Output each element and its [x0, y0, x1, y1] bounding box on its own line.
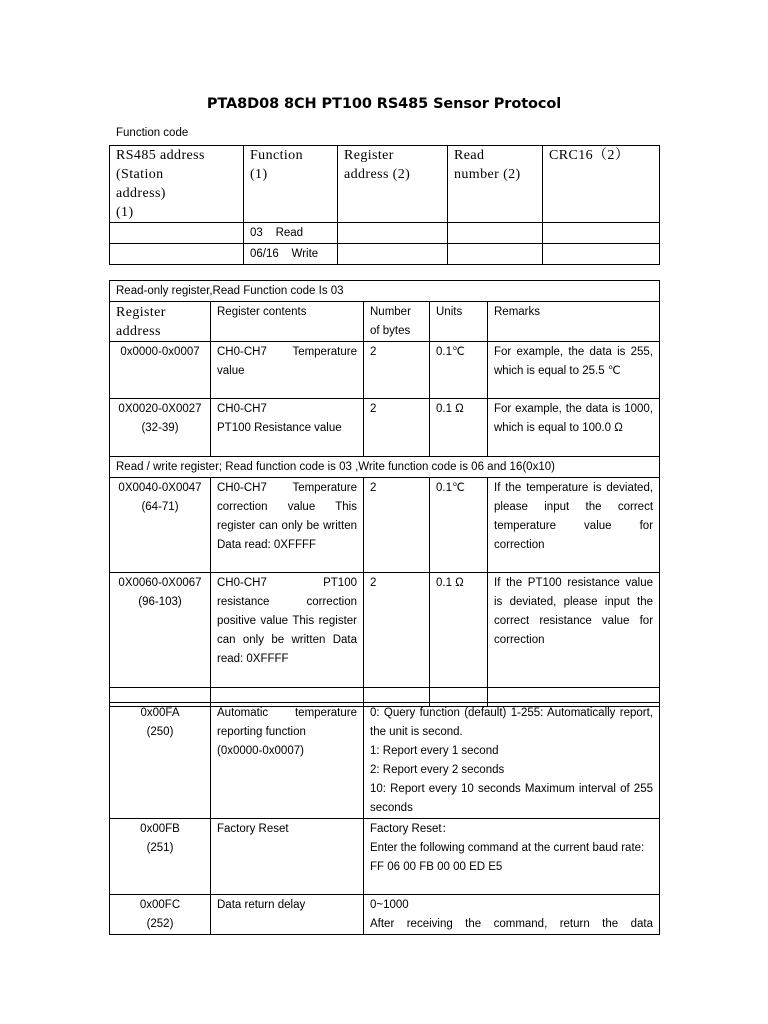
- function-write-cell: 06/16 Write: [250, 248, 319, 260]
- header-line: Register: [344, 148, 394, 163]
- register-address-decimal: (96-103): [138, 596, 182, 608]
- table-row: [110, 399, 660, 457]
- description-line: Factory Reset：: [370, 823, 454, 835]
- register-name-line: Data return delay: [217, 899, 306, 911]
- header-line: number (2): [454, 167, 521, 182]
- header-line: (Station: [116, 167, 164, 182]
- register-address: 0X0040-0X0047: [118, 482, 202, 494]
- register-address-decimal: (250): [146, 726, 174, 738]
- description-line: FF 06 00 FB 00 00 ED E5: [370, 861, 503, 873]
- units: 0.1 Ω: [436, 403, 464, 415]
- register-table: [109, 280, 660, 707]
- register-name-line: (0x0000-0x0007): [217, 745, 304, 757]
- header-register-contents: [211, 302, 364, 342]
- header-register-address: [110, 302, 211, 342]
- section-read-only: [110, 281, 660, 302]
- remarks: For example, the data is 255, which is equal to 25.5 ℃: [494, 346, 654, 377]
- number-of-bytes: 2: [370, 346, 377, 358]
- register-contents: CH0-CH7 Temperature correction value This register can only be written Data read: 0XFFFF: [217, 482, 357, 551]
- table-row: [110, 342, 660, 399]
- register-address: 0x00FB: [140, 823, 180, 835]
- number-of-bytes: 2: [370, 577, 377, 589]
- description-line: After receiving the command, return the data: [370, 918, 653, 930]
- remarks: For example, the data is 1000, which is equal to 100.0 Ω: [494, 403, 654, 434]
- header-line: CRC16（2）: [549, 148, 630, 163]
- header-text: Units: [436, 306, 463, 318]
- units: 0.1 Ω: [436, 577, 464, 589]
- header-line: Read: [454, 148, 485, 163]
- number-of-bytes: 2: [370, 482, 377, 494]
- header-read-number: [448, 146, 543, 223]
- remarks: If the PT100 resistance value is deviated, please input the correct resistance value for correction: [494, 577, 654, 646]
- units: 0.1℃: [436, 482, 465, 494]
- section-read-only-label: Read-only register,Read Function code Is 03: [116, 285, 344, 297]
- register-address-decimal: (252): [146, 918, 174, 930]
- register-address: 0X0020-0X0027: [118, 403, 202, 415]
- header-function: [244, 146, 338, 223]
- table-row: [110, 573, 660, 688]
- page-title: PTA8D08 8CH PT100 RS485 Sensor Protocol: [206, 96, 562, 112]
- description-line: 2: Report every 2 seconds: [370, 764, 505, 776]
- register-name-line: Factory Reset: [217, 823, 289, 835]
- table-row: [110, 703, 660, 819]
- header-crc16: [543, 146, 660, 223]
- table-row: [110, 244, 660, 265]
- function-code-label: Function code: [116, 127, 189, 139]
- section-read-write: [110, 457, 660, 478]
- register-address-decimal: (32-39): [141, 422, 179, 434]
- register-name-line: reporting function: [217, 726, 306, 738]
- header-register-address: [338, 146, 448, 223]
- register-address: 0x00FC: [139, 899, 181, 911]
- units: 0.1℃: [436, 346, 465, 358]
- table-header-row: [110, 302, 660, 342]
- header-line: address: [116, 324, 161, 339]
- frame-format-table: [109, 145, 660, 265]
- register-contents-line: PT100 Resistance value: [217, 422, 342, 434]
- table-row: [110, 478, 660, 573]
- table-row: [110, 819, 660, 895]
- table-header-row: [110, 146, 660, 223]
- register-name-line: Automatic temperature: [217, 707, 357, 719]
- config-register-table: [109, 702, 660, 935]
- register-address: 0x0000-0x0007: [120, 346, 200, 358]
- function-read-cell: 03 Read: [250, 227, 304, 239]
- header-line: RS485 address: [116, 148, 205, 163]
- register-contents: CH0-CH7 Temperature value: [217, 346, 357, 377]
- header-number-of-bytes: [364, 302, 430, 342]
- header-units: [430, 302, 488, 342]
- header-line: (1): [116, 205, 134, 220]
- register-address-decimal: (251): [146, 842, 174, 854]
- header-line: Number: [370, 306, 411, 318]
- register-contents-line: CH0-CH7: [217, 403, 267, 415]
- number-of-bytes: 2: [370, 403, 377, 415]
- header-line: address (2): [344, 167, 411, 182]
- register-address: 0x00FA: [140, 707, 180, 719]
- header-line: address): [116, 186, 166, 201]
- section-read-write-label: Read / write register; Read function code is 03 ,Write function code is 06 and 16(0x10): [116, 461, 555, 473]
- header-line: of bytes: [370, 325, 411, 337]
- header-line: Function: [250, 148, 303, 163]
- description-line: 10: Report every 10 seconds Maximum interval of 255 seconds: [370, 783, 653, 814]
- table-row: [110, 223, 660, 244]
- header-text: Register contents: [217, 306, 307, 318]
- description-line: 0~1000: [370, 899, 409, 911]
- header-line: Register: [116, 305, 166, 320]
- header-line: (1): [250, 167, 268, 182]
- header-rs485-address: [110, 146, 244, 223]
- description-line: 0: Query function (default) 1-255: Automatically report, the unit is second.: [370, 707, 653, 738]
- header-remarks: [488, 302, 660, 342]
- table-row: [110, 895, 660, 935]
- register-contents: CH0-CH7 PT100 resistance correction positive value This register can only be written Data read: 0XFFFF: [217, 577, 357, 665]
- description-line: 1: Report every 1 second: [370, 745, 499, 757]
- remarks: If the temperature is deviated, please input the correct temperature value for correction: [494, 482, 654, 551]
- description-line: Enter the following command at the current baud rate:: [370, 842, 645, 854]
- header-text: Remarks: [494, 306, 541, 318]
- register-address-decimal: (64-71): [141, 501, 179, 513]
- register-address: 0X0060-0X0067: [118, 577, 202, 589]
